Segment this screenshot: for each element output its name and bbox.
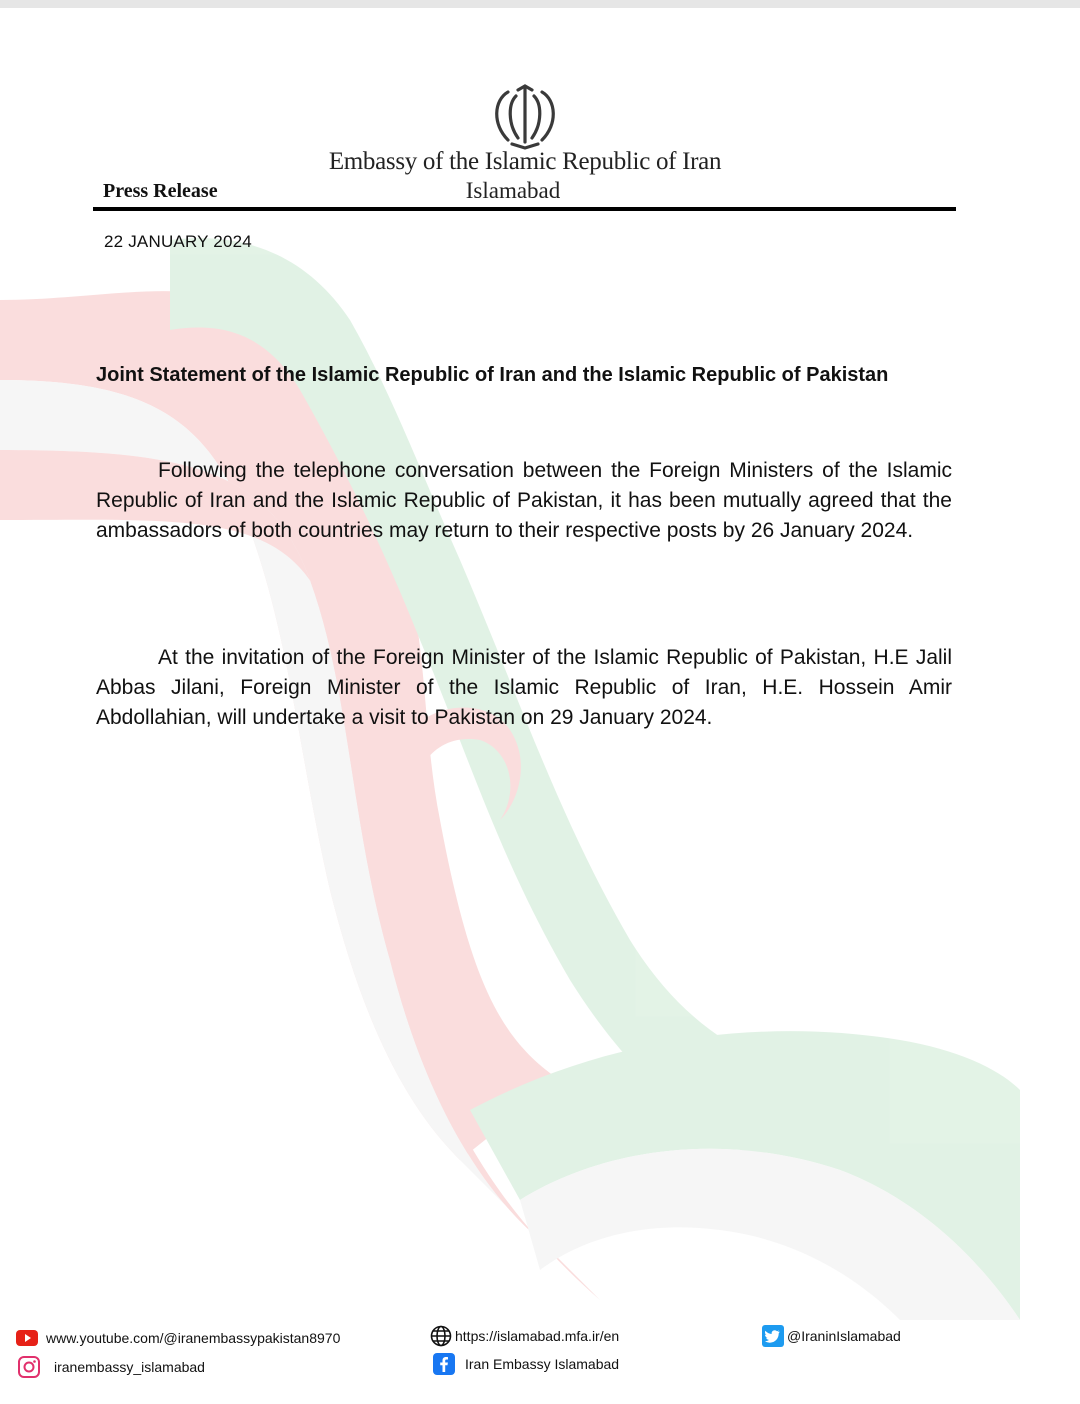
iran-emblem-icon (486, 84, 564, 150)
twitter-handle: @IraninIslamabad (787, 1328, 901, 1344)
facebook-link[interactable] (433, 1353, 619, 1375)
twitter-link[interactable] (762, 1325, 901, 1347)
website-link[interactable] (430, 1325, 619, 1347)
release-date: 22 JANUARY 2024 (104, 232, 252, 251)
twitter-icon (762, 1325, 784, 1347)
body-paragraph: Following the telephone conversation between the Foreign Ministers of the Islamic Republic of Iran and the Islamic Republic of Pakistan, it has been mutually agreed that the ambassadors of both countries may return to their respective posts by 26 January 2024. (96, 459, 952, 542)
contact-footer (0, 1320, 1080, 1404)
facebook-icon (433, 1353, 455, 1375)
statement-title: Joint Statement of the Islamic Republic of Iran and the Islamic Republic of Pakistan (96, 364, 889, 386)
instagram-handle: iranembassy_islamabad (54, 1359, 205, 1375)
press-release-label: Press Release (103, 180, 218, 202)
embassy-name: Embassy of the Islamic Republic of Iran (328, 148, 722, 175)
youtube-icon (16, 1327, 38, 1349)
youtube-link[interactable] (16, 1327, 340, 1349)
globe-icon (430, 1325, 452, 1347)
body-paragraph: At the invitation of the Foreign Minister of the Islamic Republic of Pakistan, H.E Jalil Abbas Jilani, Foreign Minister of the Islamic Republic of Iran, H.E. Hossein Amir Abdollahian, will undertake a visit to Pakistan on 29 January 2024. (96, 646, 952, 729)
facebook-page-name: Iran Embassy Islamabad (465, 1356, 620, 1372)
embassy-city: Islamabad (465, 178, 561, 203)
youtube-url: www.youtube.com/@iranembassypakistan8970 (46, 1330, 341, 1346)
instagram-icon (18, 1356, 40, 1378)
website-url: https://islamabad.mfa.ir/en (455, 1328, 620, 1344)
header-divider (93, 207, 956, 211)
instagram-link[interactable] (18, 1356, 205, 1378)
